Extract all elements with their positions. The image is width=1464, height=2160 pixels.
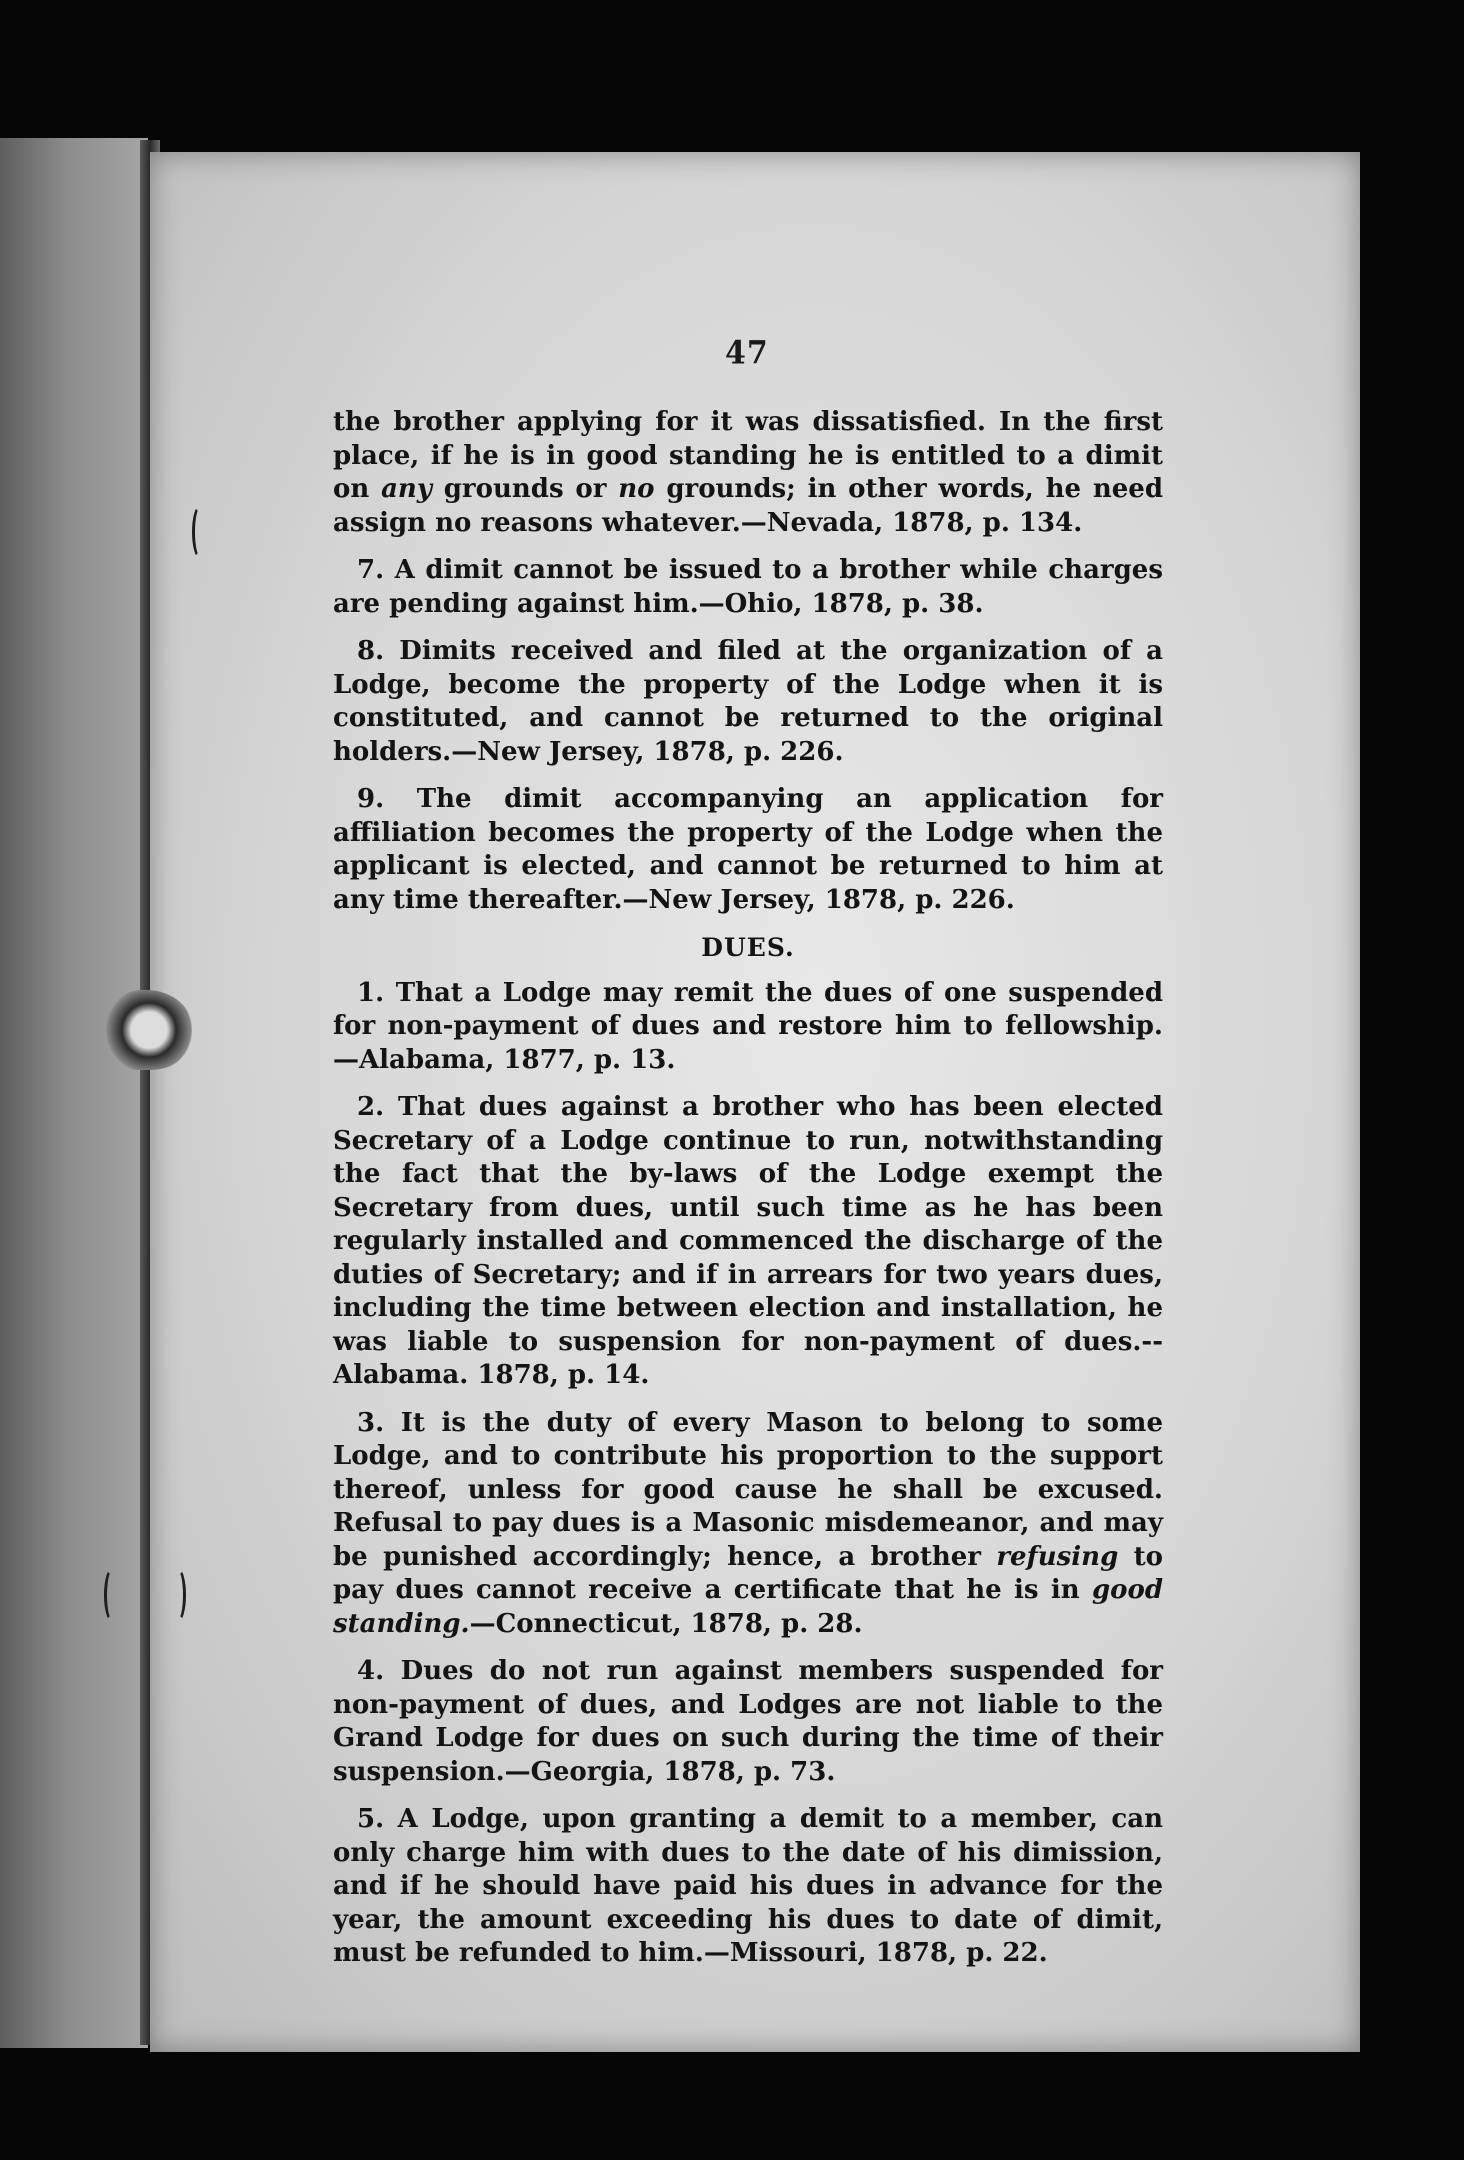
page-number: 47 [725, 335, 769, 372]
paragraph-text: 5. A Lodge, upon granting a demit to a member, can only charge him with dues to the date of his dimission, and if he should have paid his dues in advance for the year, the amount exceeding his dues to date of dimit, must be refunded to him.—Missouri, 1878, p. 22. [333, 1804, 1163, 1968]
paragraph-text: 9. The dimit accompanying an application for affiliation becomes the property of the Lodge when the applicant is elected, and cannot be returned to him at any time thereafter.—New Jersey, 1878, p. 226. [333, 784, 1163, 915]
paragraph-text: 8. Dimits received and filed at the organization of a Lodge, become the property of the Lodge when it is constituted, and cannot be returned to the original holders.—New Jersey, 1878, p. 226. [333, 636, 1163, 767]
ruling-paragraph [333, 1803, 1163, 1971]
continued-paragraph [333, 406, 1163, 540]
paragraph-text: the brother applying for it was dissatisfied. In the first place, if he is in good standing he is entitled to a dimit on [333, 407, 1163, 504]
binding-thread-mark [192, 505, 208, 559]
paragraph-text: 2. That dues against a brother who has been elected Secretary of a Lodge continue to run, notwithstanding the fact that the by-laws of the Lodge exempt the Secretary from dues, until such time as he has been regularly installed and commenced the discharge of the duties of Secretary; and if in arrears for two years dues, including the time between election and installation, he was liable to suspension for non-payment of dues.--Alabama. 1878, p. 14. [333, 1092, 1163, 1390]
italic-text: refusing [996, 1541, 1119, 1572]
page-text [333, 406, 1163, 1985]
paragraph-text: 7. A dimit cannot be issued to a brother while charges are pending against him.—Ohio, 1878, p. 38. [333, 555, 1163, 619]
ruling-paragraph [333, 1655, 1163, 1789]
paper-damage-hole [104, 990, 194, 1070]
dues-rulings [333, 977, 1163, 1971]
paragraph-text: grounds; in other words, he need assign no reasons whatever.—Nevada, 1878, p. 134. [333, 474, 1163, 538]
italic-text: no [618, 474, 655, 504]
ruling-paragraph [333, 1091, 1163, 1393]
ruling-paragraph [333, 977, 1163, 1078]
binding-thread-mark [104, 1568, 120, 1622]
paragraph-text: 3. It is the duty of every Mason to belong to some Lodge, and to contribute his proportion to the support thereof, unless for good cause he shall be excused. Refusal to pay dues is a Masonic misdemeanor, and may be punished accordingly; hence, a brother [333, 1407, 1163, 1572]
italic-text: any [381, 474, 432, 504]
binding-thread-mark [170, 1568, 186, 1622]
dimit-rulings [333, 406, 1163, 917]
facing-page-edge [0, 138, 148, 2048]
italic-text: good standing. [333, 1575, 1163, 1639]
ruling-paragraph [333, 554, 1163, 621]
paragraph-text: to pay dues cannot receive a certificate that he is in [333, 1541, 1164, 1605]
ruling-paragraph [333, 1407, 1163, 1642]
ruling-paragraph [333, 783, 1163, 917]
section-heading: DUES. [701, 933, 795, 962]
paragraph-text: —Connecticut, 1878, p. 28. [469, 1608, 863, 1639]
paragraph-text: 4. Dues do not run against members suspended for non-payment of dues, and Lodges are not liable to the Grand Lodge for dues on such during the time of their suspension.—Georgia, 1878, p. 73. [333, 1656, 1163, 1787]
paragraph-text: grounds or [431, 474, 619, 504]
paragraph-text: 1. That a Lodge may remit the dues of one suspended for non-payment of dues and restore him to fellowship.—Alabama, 1877, p. 13. [333, 977, 1163, 1075]
ruling-paragraph [333, 635, 1163, 769]
